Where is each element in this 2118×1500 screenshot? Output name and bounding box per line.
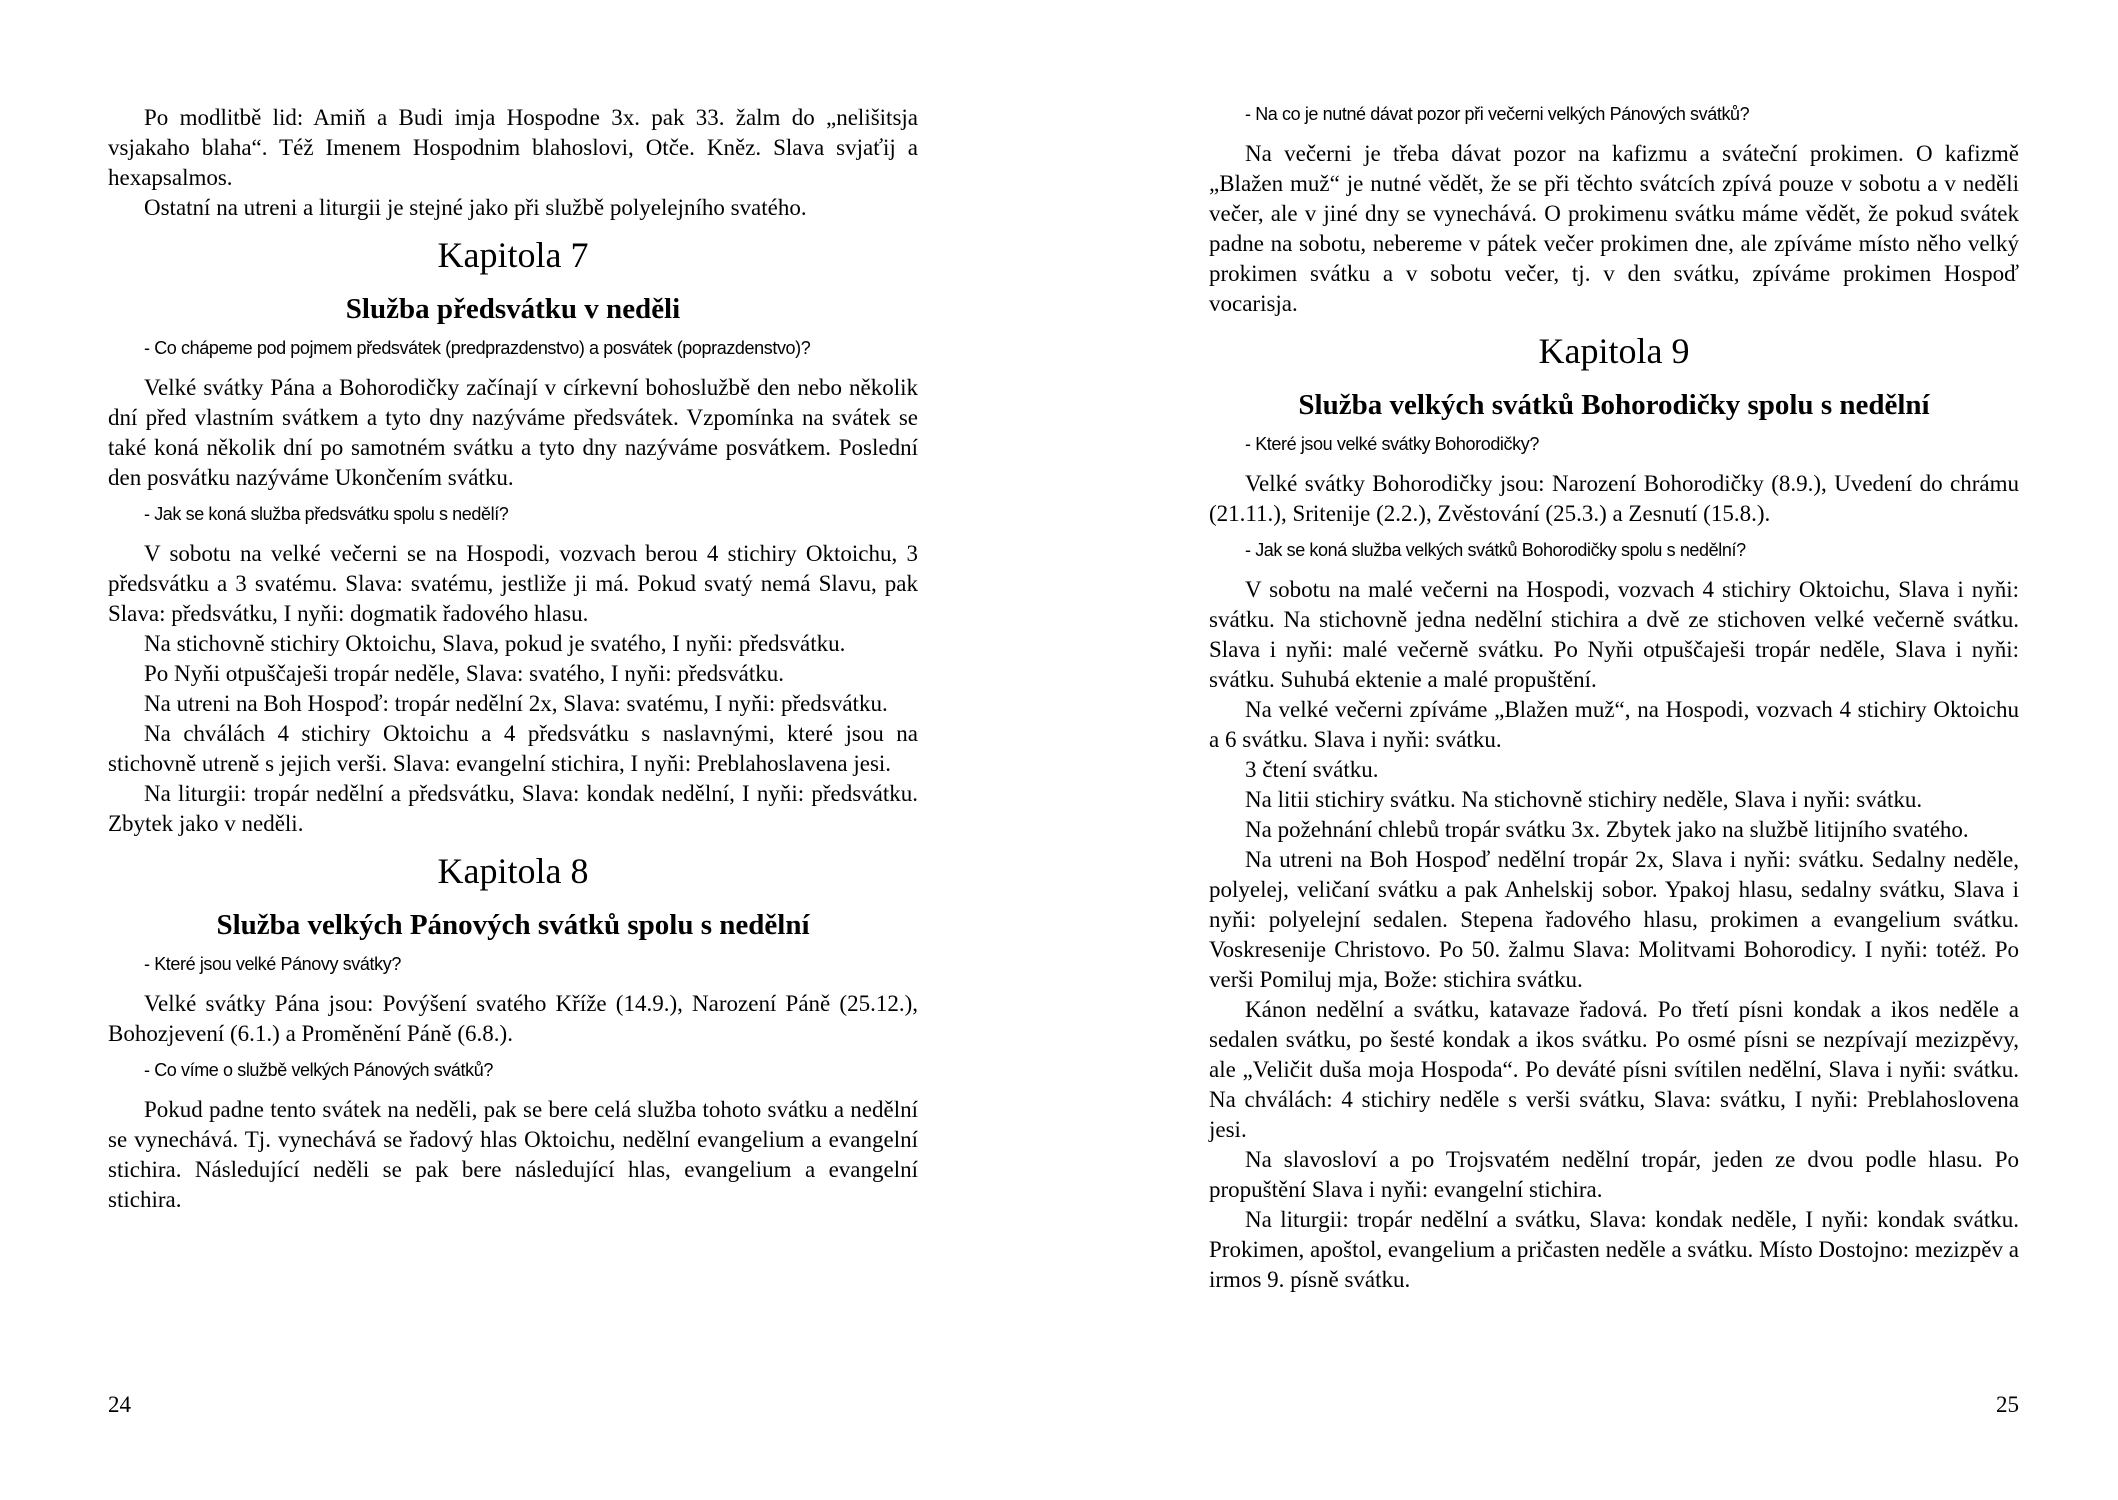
chapter-title: Služba velkých svátků Bohorodičky spolu s nedělní: [1298, 389, 1930, 421]
chapter-title: Služba velkých Pánových svátků spolu s nedělní: [216, 909, 810, 941]
paragraph: Na chválách 4 stichiry Oktoichu a 4 předsvátku s naslavnými, které jsou na stichovně utreně s jejich verši. Slava: evangelní stichira, I nyňi: Preblahoslavena jesi.: [108, 721, 918, 776]
paragraph: 3 čtení svátku.: [1245, 757, 1379, 782]
paragraph: Na večerni je třeba dávat pozor na kafizmu a sváteční prokimen. O kafizmě „Blažen muž“ je nutné vědět, že se při těchto svátcích zpívá pouze v sobotu a v neděli večer, ale v jiné dny se vynechává. O prokimenu svátku máme vědět, že pokud svátek padne na sobotu, nebereme v pátek večer prokimen dne, ale zpíváme místo něho velký prokimen svátku a v sobotu večer, tj. v den svátku, zpíváme prokimen Hospoď vocarisja.: [1209, 141, 2019, 316]
paragraph: Na liturgii: tropár nedělní a svátku, Slava: kondak neděle, I nyňi: kondak svátku. Prokimen, apoštol, evangelium a pričasten neděle a svátku. Místo Dostojno: mezizpěv a irmos 9. písně svátku.: [1209, 1207, 2019, 1292]
question: - Které jsou velké svátky Bohorodičky?: [1245, 434, 1539, 454]
right-page: [1059, 0, 2118, 1500]
chapter-heading: Kapitola 8: [437, 851, 589, 891]
paragraph: Velké svátky Pána a Bohorodičky začínají v církevní bohoslužbě den nebo několik dní před vlastním svátkem a tyto dny nazýváme předsvátek. Vzpomínka na svátek se také koná několik dní po samotném svátku a tyto dny nazýváme posvátkem. Poslední den posvátku nazýváme Ukončením svátku.: [108, 375, 918, 490]
paragraph: Kánon nedělní a svátku, katavaze řadová. Po třetí písni kondak a ikos neděle a sedalen svátku, po šesté kondak a ikos svátku. Po osmé písni se nezpívají mezizpěvy, ale „Veličit duša moja Hospoda“. Po deváté písni svítilen nedělní, Slava i nyňi: svátku. Na chválách: 4 stichiry neděle s verši svátku, Slava: svátku, I nyňi: Preblahoslovena jesi.: [1209, 997, 2019, 1142]
paragraph: Velké svátky Pána jsou: Povýšení svatého Kříže (14.9.), Narození Páně (25.12.), Bohozjevení (6.1.) a Proměnění Páně (6.8.).: [108, 991, 918, 1046]
question: - Co chápeme pod pojmem předsvátek (predprazdenstvo) a posvátek (poprazdenstvo)?: [144, 338, 811, 358]
page-number: 25: [1996, 1392, 2019, 1417]
paragraph: Pokud padne tento svátek na neděli, pak se bere celá služba tohoto svátku a nedělní se vynechává. Tj. vynechává se řadový hlas Oktoichu, nedělní evangelium a evangelní stichira. Následující neděli se pak bere následující hlas, evangelium a evangelní stichira.: [108, 1097, 918, 1212]
question: - Co víme o službě velkých Pánových svátků?: [144, 1060, 493, 1080]
paragraph: Na utreni na Boh Hospoď: tropár nedělní 2x, Slava: svatému, I nyňi: předsvátku.: [144, 691, 888, 716]
question: - Na co je nutné dávat pozor při večerni velkých Pánových svátků?: [1245, 104, 1750, 124]
paragraph: Na slavosloví a po Trojsvatém nedělní tropár, jeden ze dvou podle hlasu. Po propuštění Slava i nyňi: evangelní stichira.: [1209, 1147, 2019, 1202]
paragraph: Po Nyňi otpuščaješi tropár neděle, Slava: svatého, I nyňi: předsvátku.: [144, 661, 785, 686]
paragraph: Po modlitbě lid: Amiň a Budi imja Hospodne 3x. pak 33. žalm do „nelišitsja vsjakaho blaha“. Též Imenem Hospodnim blahoslovi, Otče. Kněz. Slava svjaťij a hexapsalmos.: [108, 105, 918, 190]
chapter-heading: Kapitola 7: [437, 235, 589, 275]
page-number: 24: [108, 1392, 131, 1417]
question: - Jak se koná služba velkých svátků Bohorodičky spolu s nedělní?: [1245, 540, 1746, 560]
paragraph: Na litii stichiry svátku. Na stichovně stichiry neděle, Slava i nyňi: svátku.: [1245, 787, 1923, 812]
paragraph: Na liturgii: tropár nedělní a předsvátku, Slava: kondak nedělní, I nyňi: předsvátku. Zbytek jako v neděli.: [108, 781, 918, 836]
paragraph: Na stichovně stichiry Oktoichu, Slava, pokud je svatého, I nyňi: předsvátku.: [144, 631, 846, 656]
chapter-heading: Kapitola 9: [1538, 331, 1690, 371]
paragraph: Velké svátky Bohorodičky jsou: Narození Bohorodičky (8.9.), Uvedení do chrámu (21.11.), Sritenije (2.2.), Zvěstování (25.3.) a Zesnutí (15.8.).: [1209, 471, 2019, 526]
question: - Které jsou velké Pánovy svátky?: [144, 954, 401, 974]
question: - Jak se koná služba předsvátku spolu s nedělí?: [144, 504, 509, 524]
paragraph: Na požehnání chlebů tropár svátku 3x. Zbytek jako na službě litijního svatého.: [1245, 817, 1969, 842]
paragraph: Na utreni na Boh Hospoď nedělní tropár 2x, Slava i nyňi: svátku. Sedalny neděle, polyelej, veličaní svátku a pak Anhelskij sobor. Ypakoj hlasu, sedalny svátku, Slava i nyňi: polyelejní sedalen. Stepena řadového hlasu, prokimen a evangelium svátku. Voskresenije Christovo. Po 50. žalmu Slava: Molitvami Bohorodicy. I nyňi: totéž. Po verši Pomiluj mja, Bože: stichira svátku.: [1209, 847, 2019, 992]
paragraph: Ostatní na utreni a liturgii je stejné jako při službě polyelejního svatého.: [144, 195, 807, 220]
left-text-column: [108, 103, 918, 1215]
paragraph: Na velké večerni zpíváme „Blažen muž“, na Hospodi, vozvach 4 stichiry Oktoichu a 6 svátku. Slava i nyňi: svátku.: [1209, 697, 2019, 752]
right-text-column: [1209, 103, 2019, 1295]
chapter-title: Služba předsvátku v neděli: [345, 293, 681, 325]
paragraph: V sobotu na malé večerni na Hospodi, vozvach 4 stichiry Oktoichu, Slava i nyňi: svátku. Na stichovně jedna nedělní stichira a dvě ze stichoven velké večerně svátku. Slava i nyňi: malé večerně svátku. Po Nyňi otpuščaješi tropár neděle, Slava i nyňi: svátku. Suhubá ektenie a malé propuštění.: [1209, 577, 2019, 692]
paragraph: V sobotu na velké večerni se na Hospodi, vozvach berou 4 stichiry Oktoichu, 3 předsvátku a 3 svatému. Slava: svatému, jestliže ji má. Pokud svatý nemá Slavu, pak Slava: předsvátku, I nyňi: dogmatik řadového hlasu.: [108, 541, 918, 626]
